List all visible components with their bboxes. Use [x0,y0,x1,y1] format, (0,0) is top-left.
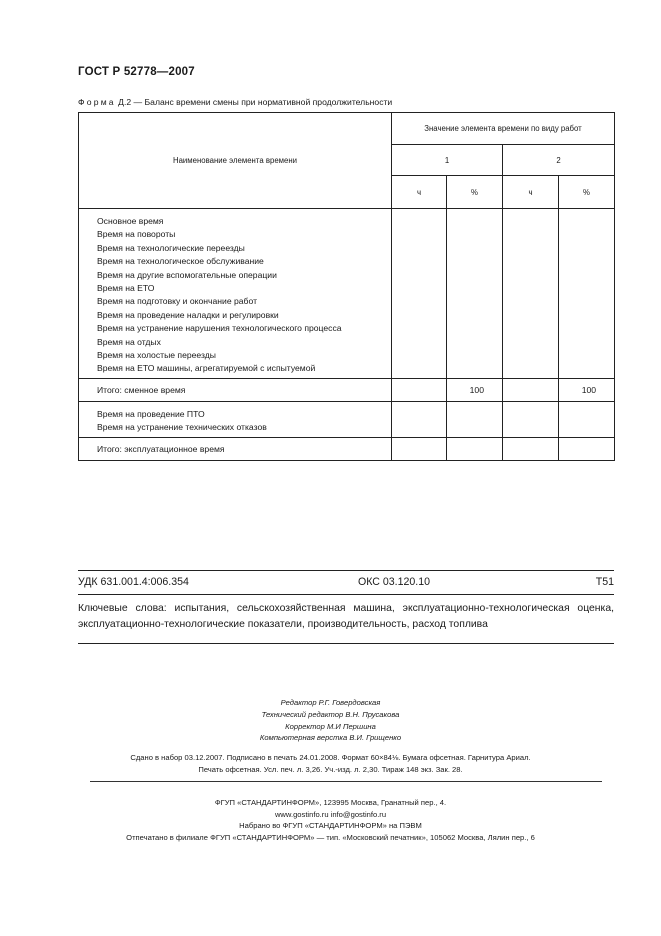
table-cell [503,401,559,437]
divider-top [78,570,614,571]
table-cell [503,378,559,401]
credits-block [0,697,661,744]
tech-editor-credit: Технический редактор В.Н. Прусакова [261,709,400,719]
table-cell [447,437,503,460]
work-type-header-1: 1 [392,145,503,176]
operational-elements-list [79,401,392,437]
time-element-row: Время на ЕТО [97,283,155,294]
time-element-row: Время на проведение ПТО [97,408,205,419]
table-cell [559,437,615,460]
shift-total-label: Итого: сменное время [79,378,392,401]
publisher-line: Набрано во ФГУП «СТАНДАРТИНФОРМ» на ПЭВМ [239,821,422,830]
name-column-header: Наименование элемента времени [79,113,392,209]
time-element-row: Время на ЕТО машины, агрегатируемой с испытуемой [97,363,316,374]
work-type-header-2: 2 [503,145,615,176]
publisher-line: Отпечатано в филиале ФГУП «СТАНДАРТИНФОРМ» — тип. «Московский печатник», 105062 Москва, Лялин пер., 6 [126,832,535,842]
operational-total-label: Итого: эксплуатационное время [79,437,392,460]
table-cell [392,378,447,401]
table-cell [392,401,447,437]
proofreader-credit: Корректор М.И Першина [285,721,376,731]
form-caption [78,97,392,107]
time-element-row: Основное время [97,216,164,226]
print-info-line: Сдано в набор 03.12.2007. Подписано в печать 24.01.2008. Формат 60×84⅛. Бумага офсетная. Гарнитура Ариал. [130,753,531,762]
table-cell [447,209,503,379]
value-column-header: Значение элемента времени по виду работ [392,113,615,145]
shift-total-percent-1: 100 [447,378,503,401]
time-element-row: Время на другие вспомогательные операции [97,269,277,280]
time-element-row: Время на повороты [97,229,176,240]
form-caption-text: Д.2 — Баланс времени смены при нормативной продолжительности [115,97,393,107]
time-element-row: Время на технологические переезды [97,242,245,253]
divider-middle [78,594,614,595]
publisher-line: ФГУП «СТАНДАРТИНФОРМ», 123995 Москва, Гранатный пер., 4. [214,798,447,807]
print-divider [90,781,602,782]
time-element-row: Время на устранение технических отказов [97,422,267,433]
table-cell [503,437,559,460]
editor-credit: Редактор Р.Г. Говердовская [280,698,381,707]
form-caption-prefix: Форма [78,97,116,107]
table-cell [559,209,615,379]
classifier-code: Т51 [595,576,614,588]
time-element-row: Время на отдых [97,336,161,347]
table-cell [392,437,447,460]
unit-header-percent-1: % [447,176,503,209]
time-element-row: Время на устранение нарушения технологического процесса [97,323,342,334]
time-element-row: Время на холостые переезды [97,350,216,361]
time-balance-table [78,112,615,461]
print-info [0,752,661,775]
unit-header-hours-2: ч [503,176,559,209]
time-elements-list [79,209,392,379]
document-header-title: ГОСТ Р 52778—2007 [78,66,195,78]
layout-credit: Компьютерная верстка В.И. Грищенко [259,733,402,743]
time-element-row: Время на подготовку и окончание работ [97,296,257,307]
unit-header-hours-1: ч [392,176,447,209]
shift-total-percent-2: 100 [559,378,615,401]
table-cell [392,209,447,379]
divider-bottom [78,643,614,644]
time-element-row: Время на технологическое обслуживание [97,256,264,267]
publisher-info [0,797,661,843]
udk-code: УДК 631.001.4:006.354 [78,576,189,588]
table-cell [503,209,559,379]
oks-code: ОКС 03.120.10 [358,576,431,588]
print-info-line: Печать офсетная. Усл. печ. л. 3,26. Уч.-изд. л. 2,30. Тираж 148 экз. Зак. 28. [198,764,463,774]
publisher-contacts: www.gostinfo.ru info@gostinfo.ru [274,809,387,819]
keywords-text: Ключевые слова: испытания, сельскохозяйственная машина, эксплуатационно-технологическая оценка, эксплуатационно-технологические показатели, производительность, расход топлива [78,603,614,630]
time-element-row: Время на проведение наладки и регулировки [97,309,279,320]
table-cell [559,401,615,437]
unit-header-percent-2: % [559,176,615,209]
table-cell [447,401,503,437]
